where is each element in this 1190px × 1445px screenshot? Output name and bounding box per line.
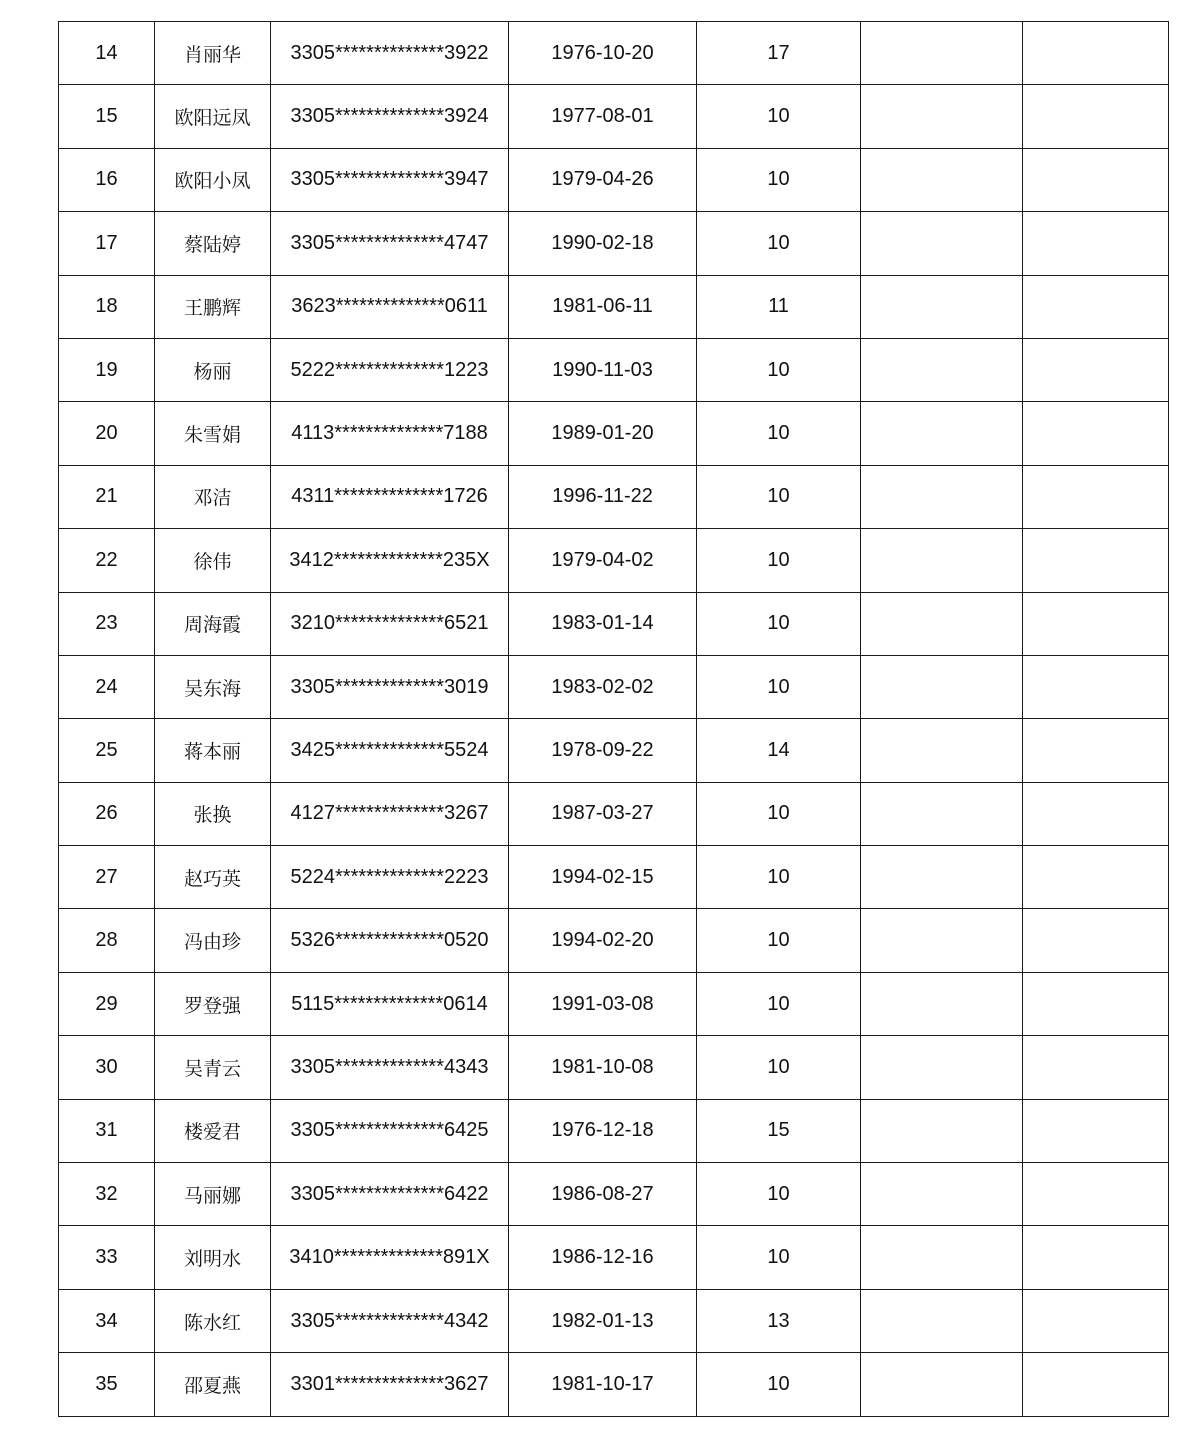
years-cell: 10 [697,1353,861,1416]
id-number-cell: 3305**************6422 [271,1163,509,1226]
empty-cell [861,846,1023,909]
years-cell: 10 [697,529,861,592]
row-number-cell: 30 [59,1036,155,1099]
empty-cell [1023,529,1169,592]
id-number-cell: 3305**************3947 [271,148,509,211]
name-cell: 蒋本丽 [155,719,271,782]
name-cell: 赵巧英 [155,846,271,909]
years-cell: 15 [697,1099,861,1162]
name-cell: 刘明水 [155,1226,271,1289]
table-row [59,655,1169,718]
birth-date-cell: 1989-01-20 [509,402,697,465]
table-row [59,719,1169,782]
row-number-cell: 16 [59,148,155,211]
name-cell: 吴青云 [155,1036,271,1099]
row-number-cell: 22 [59,529,155,592]
name-cell: 朱雪娟 [155,402,271,465]
empty-cell [1023,22,1169,85]
id-number-cell: 3412**************235X [271,529,509,592]
empty-cell [861,1226,1023,1289]
empty-cell [1023,148,1169,211]
empty-cell [1023,1163,1169,1226]
row-number-cell: 33 [59,1226,155,1289]
empty-cell [1023,402,1169,465]
empty-cell [861,1036,1023,1099]
id-number-cell: 5115**************0614 [271,972,509,1035]
empty-cell [1023,1099,1169,1162]
birth-date-cell: 1979-04-26 [509,148,697,211]
empty-cell [1023,909,1169,972]
table-row [59,402,1169,465]
name-cell: 欧阳远凤 [155,85,271,148]
row-number-cell: 27 [59,846,155,909]
empty-cell [1023,1289,1169,1352]
name-cell: 罗登强 [155,972,271,1035]
years-cell: 10 [697,846,861,909]
years-cell: 10 [697,1226,861,1289]
years-cell: 10 [697,212,861,275]
table-row [59,972,1169,1035]
empty-cell [861,465,1023,528]
birth-date-cell: 1983-01-14 [509,592,697,655]
empty-cell [1023,1036,1169,1099]
years-cell: 10 [697,402,861,465]
id-number-cell: 5222**************1223 [271,338,509,401]
years-cell: 10 [697,1163,861,1226]
birth-date-cell: 1981-10-17 [509,1353,697,1416]
id-number-cell: 3305**************4342 [271,1289,509,1352]
empty-cell [861,275,1023,338]
birth-date-cell: 1996-11-22 [509,465,697,528]
row-number-cell: 31 [59,1099,155,1162]
table-row [59,846,1169,909]
id-number-cell: 4113**************7188 [271,402,509,465]
name-cell: 冯由珍 [155,909,271,972]
empty-cell [861,212,1023,275]
empty-cell [861,1353,1023,1416]
row-number-cell: 28 [59,909,155,972]
years-cell: 10 [697,972,861,1035]
table-row [59,1036,1169,1099]
empty-cell [861,1289,1023,1352]
row-number-cell: 23 [59,592,155,655]
years-cell: 10 [697,85,861,148]
years-cell: 11 [697,275,861,338]
empty-cell [1023,719,1169,782]
table-row [59,465,1169,528]
table-row [59,909,1169,972]
years-cell: 10 [697,782,861,845]
empty-cell [1023,655,1169,718]
row-number-cell: 26 [59,782,155,845]
table-row [59,529,1169,592]
id-number-cell: 5224**************2223 [271,846,509,909]
birth-date-cell: 1986-12-16 [509,1226,697,1289]
empty-cell [861,402,1023,465]
id-number-cell: 3305**************3924 [271,85,509,148]
name-cell: 吴东海 [155,655,271,718]
birth-date-cell: 1986-08-27 [509,1163,697,1226]
empty-cell [1023,1353,1169,1416]
years-cell: 10 [697,148,861,211]
name-cell: 蔡陆婷 [155,212,271,275]
table-row [59,1099,1169,1162]
row-number-cell: 20 [59,402,155,465]
empty-cell [861,22,1023,85]
birth-date-cell: 1990-02-18 [509,212,697,275]
years-cell: 10 [697,338,861,401]
row-number-cell: 19 [59,338,155,401]
table-row [59,1353,1169,1416]
birth-date-cell: 1979-04-02 [509,529,697,592]
id-number-cell: 3305**************4747 [271,212,509,275]
years-cell: 10 [697,465,861,528]
table-row [59,1289,1169,1352]
empty-cell [861,972,1023,1035]
id-number-cell: 4127**************3267 [271,782,509,845]
birth-date-cell: 1983-02-02 [509,655,697,718]
years-cell: 13 [697,1289,861,1352]
id-number-cell: 3425**************5524 [271,719,509,782]
empty-cell [861,909,1023,972]
row-number-cell: 15 [59,85,155,148]
id-number-cell: 3623**************0611 [271,275,509,338]
birth-date-cell: 1981-06-11 [509,275,697,338]
id-number-cell: 5326**************0520 [271,909,509,972]
name-cell: 杨丽 [155,338,271,401]
id-number-cell: 3301**************3627 [271,1353,509,1416]
birth-date-cell: 1994-02-20 [509,909,697,972]
row-number-cell: 24 [59,655,155,718]
id-number-cell: 3305**************3922 [271,22,509,85]
years-cell: 10 [697,592,861,655]
table-row [59,212,1169,275]
years-cell: 14 [697,719,861,782]
years-cell: 10 [697,909,861,972]
name-cell: 周海霞 [155,592,271,655]
id-number-cell: 3305**************4343 [271,1036,509,1099]
empty-cell [1023,846,1169,909]
row-number-cell: 32 [59,1163,155,1226]
birth-date-cell: 1987-03-27 [509,782,697,845]
birth-date-cell: 1981-10-08 [509,1036,697,1099]
empty-cell [861,1099,1023,1162]
name-cell: 邓洁 [155,465,271,528]
row-number-cell: 25 [59,719,155,782]
birth-date-cell: 1991-03-08 [509,972,697,1035]
empty-cell [1023,972,1169,1035]
name-cell: 徐伟 [155,529,271,592]
empty-cell [861,782,1023,845]
name-cell: 陈水红 [155,1289,271,1352]
name-cell: 欧阳小凤 [155,148,271,211]
empty-cell [1023,592,1169,655]
name-cell: 张换 [155,782,271,845]
birth-date-cell: 1977-08-01 [509,85,697,148]
empty-cell [1023,338,1169,401]
empty-cell [861,529,1023,592]
name-cell: 王鹏辉 [155,275,271,338]
years-cell: 10 [697,655,861,718]
table-row [59,782,1169,845]
id-number-cell: 3305**************3019 [271,655,509,718]
empty-cell [861,592,1023,655]
row-number-cell: 21 [59,465,155,528]
empty-cell [1023,1226,1169,1289]
row-number-cell: 18 [59,275,155,338]
name-cell: 楼爱君 [155,1099,271,1162]
empty-cell [861,148,1023,211]
birth-date-cell: 1976-10-20 [509,22,697,85]
table-row [59,22,1169,85]
birth-date-cell: 1976-12-18 [509,1099,697,1162]
id-number-cell: 4311**************1726 [271,465,509,528]
empty-cell [1023,85,1169,148]
roster-rows [59,22,1169,1417]
id-number-cell: 3410**************891X [271,1226,509,1289]
birth-date-cell: 1990-11-03 [509,338,697,401]
birth-date-cell: 1994-02-15 [509,846,697,909]
table-row [59,592,1169,655]
table-row [59,148,1169,211]
name-cell: 邵夏燕 [155,1353,271,1416]
name-cell: 马丽娜 [155,1163,271,1226]
empty-cell [861,719,1023,782]
roster-table [58,21,1169,1417]
row-number-cell: 17 [59,212,155,275]
empty-cell [861,1163,1023,1226]
empty-cell [1023,212,1169,275]
years-cell: 10 [697,1036,861,1099]
birth-date-cell: 1982-01-13 [509,1289,697,1352]
row-number-cell: 14 [59,22,155,85]
table-row [59,275,1169,338]
id-number-cell: 3305**************6425 [271,1099,509,1162]
id-number-cell: 3210**************6521 [271,592,509,655]
empty-cell [861,338,1023,401]
empty-cell [1023,782,1169,845]
birth-date-cell: 1978-09-22 [509,719,697,782]
row-number-cell: 34 [59,1289,155,1352]
empty-cell [1023,465,1169,528]
name-cell: 肖丽华 [155,22,271,85]
empty-cell [1023,275,1169,338]
table-row [59,1226,1169,1289]
row-number-cell: 35 [59,1353,155,1416]
table-row [59,1163,1169,1226]
table-row [59,338,1169,401]
table-row [59,85,1169,148]
empty-cell [861,655,1023,718]
empty-cell [861,85,1023,148]
years-cell: 17 [697,22,861,85]
row-number-cell: 29 [59,972,155,1035]
